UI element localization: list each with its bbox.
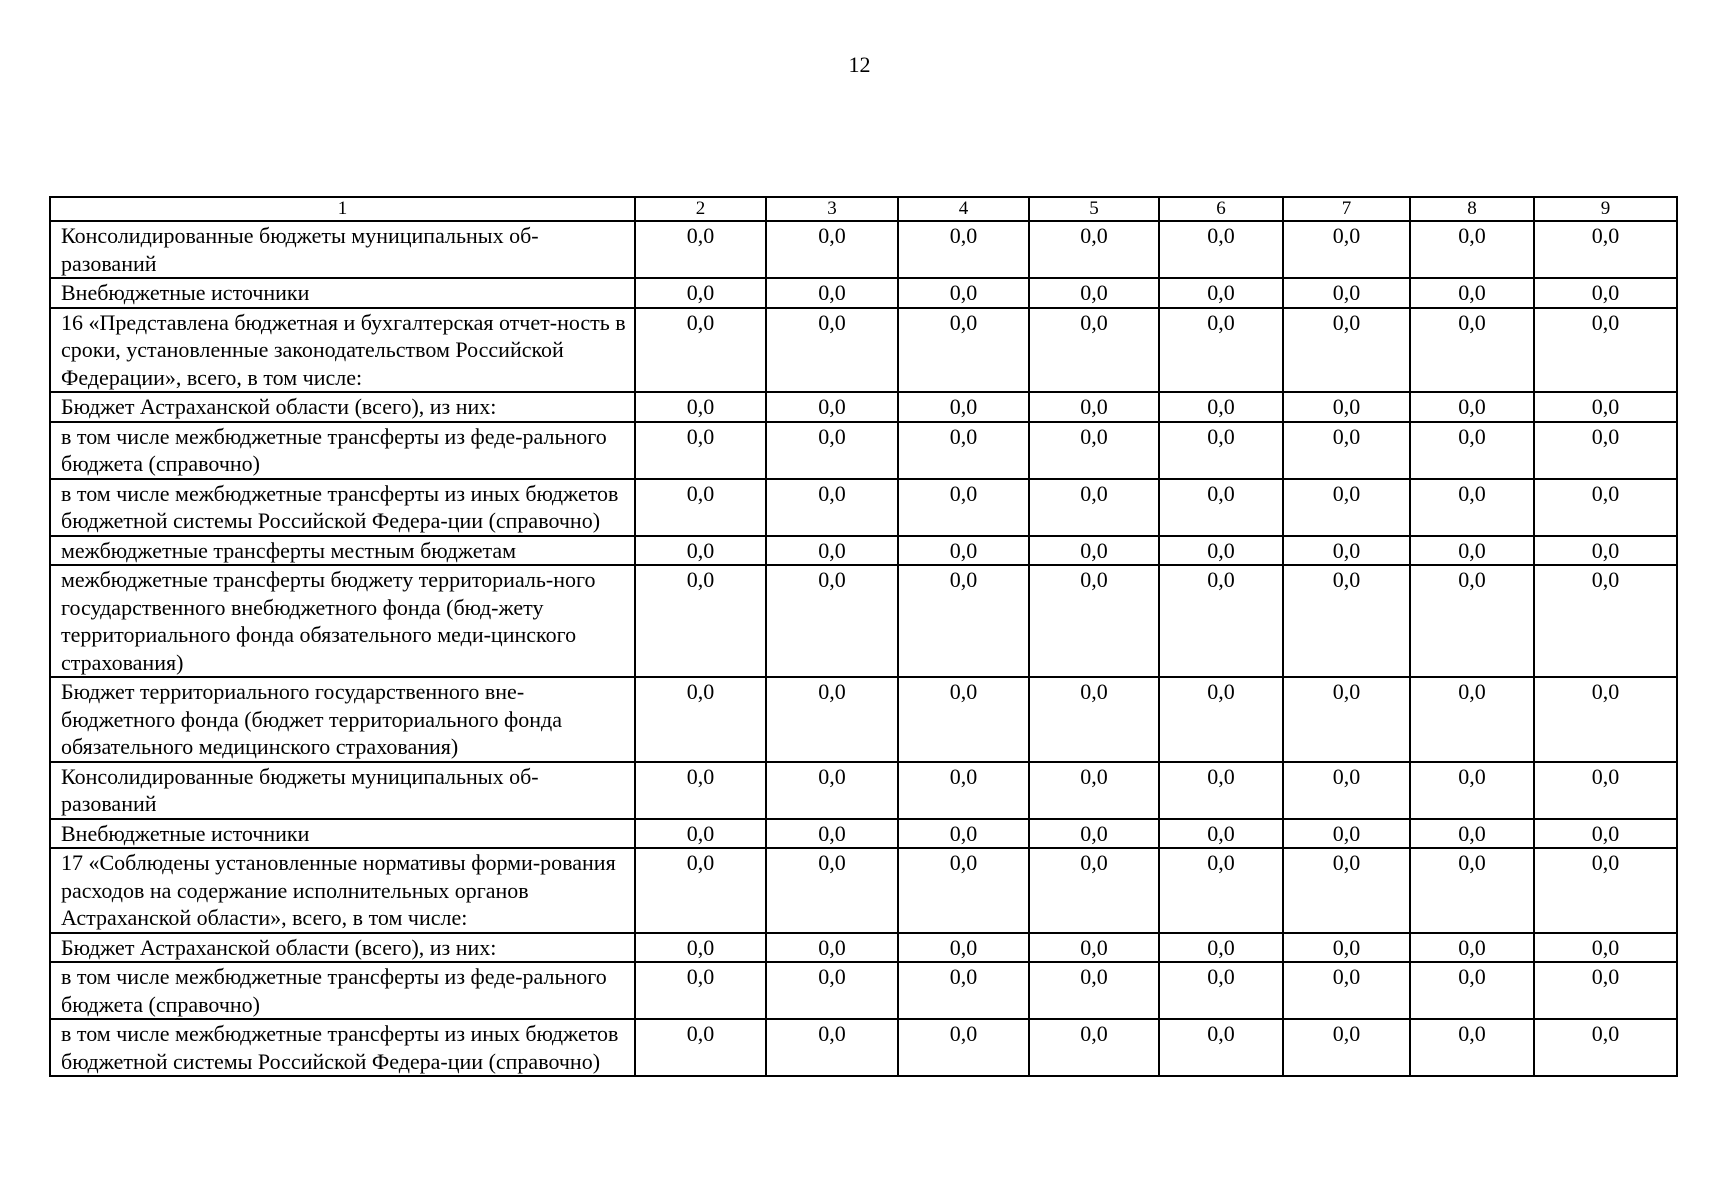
value-cell: 0,0 <box>898 962 1029 1019</box>
value-cell: 0,0 <box>1029 677 1159 762</box>
row-label: Внебюджетные источники <box>50 278 635 308</box>
value-cell: 0,0 <box>898 565 1029 677</box>
value-cell: 0,0 <box>1534 536 1677 566</box>
value-cell: 0,0 <box>1029 819 1159 849</box>
row-label: межбюджетные трансферты местным бюджетам <box>50 536 635 566</box>
value-cell: 0,0 <box>635 479 766 536</box>
value-cell: 0,0 <box>1410 308 1534 393</box>
row-label: Внебюджетные источники <box>50 819 635 849</box>
value-cell: 0,0 <box>1534 422 1677 479</box>
value-cell: 0,0 <box>1159 933 1283 963</box>
column-header: 7 <box>1283 197 1410 221</box>
value-cell: 0,0 <box>898 819 1029 849</box>
value-cell: 0,0 <box>1410 933 1534 963</box>
table-row <box>50 962 1677 1019</box>
table-row <box>50 422 1677 479</box>
budget-table <box>49 196 1678 1077</box>
value-cell: 0,0 <box>1159 1019 1283 1076</box>
value-cell: 0,0 <box>1534 1019 1677 1076</box>
value-cell: 0,0 <box>766 1019 898 1076</box>
value-cell: 0,0 <box>1029 848 1159 933</box>
row-label: межбюджетные трансферты бюджету территориаль-ного государственного внебюджетного фонда (бюд-жету территориального фонда обязательного меди-цинского страхования) <box>50 565 635 677</box>
value-cell: 0,0 <box>1159 308 1283 393</box>
value-cell: 0,0 <box>635 536 766 566</box>
value-cell: 0,0 <box>1029 565 1159 677</box>
table-row <box>50 677 1677 762</box>
value-cell: 0,0 <box>1410 962 1534 1019</box>
value-cell: 0,0 <box>635 1019 766 1076</box>
value-cell: 0,0 <box>1029 422 1159 479</box>
value-cell: 0,0 <box>1283 762 1410 819</box>
value-cell: 0,0 <box>1159 422 1283 479</box>
value-cell: 0,0 <box>1283 278 1410 308</box>
value-cell: 0,0 <box>1410 565 1534 677</box>
value-cell: 0,0 <box>1534 762 1677 819</box>
value-cell: 0,0 <box>1283 819 1410 849</box>
value-cell: 0,0 <box>1029 221 1159 278</box>
row-label: 16 «Представлена бюджетная и бухгалтерская отчет-ность в сроки, установленные законодательством Российской Федерации», всего, в том числе: <box>50 308 635 393</box>
value-cell: 0,0 <box>1159 762 1283 819</box>
value-cell: 0,0 <box>1534 933 1677 963</box>
value-cell: 0,0 <box>898 1019 1029 1076</box>
column-header: 4 <box>898 197 1029 221</box>
value-cell: 0,0 <box>1029 308 1159 393</box>
value-cell: 0,0 <box>1534 308 1677 393</box>
value-cell: 0,0 <box>898 221 1029 278</box>
value-cell: 0,0 <box>1534 221 1677 278</box>
value-cell: 0,0 <box>635 392 766 422</box>
value-cell: 0,0 <box>635 962 766 1019</box>
value-cell: 0,0 <box>898 392 1029 422</box>
value-cell: 0,0 <box>1029 933 1159 963</box>
value-cell: 0,0 <box>1283 565 1410 677</box>
row-label: Консолидированные бюджеты муниципальных об-разований <box>50 221 635 278</box>
value-cell: 0,0 <box>898 479 1029 536</box>
value-cell: 0,0 <box>1534 962 1677 1019</box>
value-cell: 0,0 <box>1410 392 1534 422</box>
value-cell: 0,0 <box>1410 1019 1534 1076</box>
value-cell: 0,0 <box>766 278 898 308</box>
value-cell: 0,0 <box>1283 479 1410 536</box>
value-cell: 0,0 <box>1159 536 1283 566</box>
header-row <box>50 197 1677 221</box>
value-cell: 0,0 <box>1410 422 1534 479</box>
value-cell: 0,0 <box>898 536 1029 566</box>
table-row <box>50 308 1677 393</box>
value-cell: 0,0 <box>898 677 1029 762</box>
value-cell: 0,0 <box>898 762 1029 819</box>
value-cell: 0,0 <box>766 933 898 963</box>
value-cell: 0,0 <box>898 308 1029 393</box>
value-cell: 0,0 <box>635 278 766 308</box>
row-label: Бюджет территориального государственного вне-бюджетного фонда (бюджет территориального фонда обязательного медицинского страхования) <box>50 677 635 762</box>
value-cell: 0,0 <box>635 819 766 849</box>
table-row <box>50 933 1677 963</box>
value-cell: 0,0 <box>766 565 898 677</box>
table-row <box>50 848 1677 933</box>
column-header: 1 <box>50 197 635 221</box>
table-row <box>50 479 1677 536</box>
page-number: 12 <box>848 52 871 77</box>
value-cell: 0,0 <box>1534 392 1677 422</box>
value-cell: 0,0 <box>766 962 898 1019</box>
value-cell: 0,0 <box>1534 565 1677 677</box>
value-cell: 0,0 <box>1029 479 1159 536</box>
value-cell: 0,0 <box>1534 479 1677 536</box>
value-cell: 0,0 <box>635 848 766 933</box>
table-row <box>50 536 1677 566</box>
row-label: в том числе межбюджетные трансферты из иных бюджетов бюджетной системы Российской Федера-ции (справочно) <box>50 479 635 536</box>
value-cell: 0,0 <box>1410 819 1534 849</box>
value-cell: 0,0 <box>766 422 898 479</box>
value-cell: 0,0 <box>766 848 898 933</box>
value-cell: 0,0 <box>1534 819 1677 849</box>
value-cell: 0,0 <box>898 848 1029 933</box>
value-cell: 0,0 <box>635 762 766 819</box>
value-cell: 0,0 <box>1534 848 1677 933</box>
value-cell: 0,0 <box>1283 848 1410 933</box>
table-row <box>50 392 1677 422</box>
value-cell: 0,0 <box>1029 1019 1159 1076</box>
value-cell: 0,0 <box>635 308 766 393</box>
value-cell: 0,0 <box>1159 819 1283 849</box>
column-header: 5 <box>1029 197 1159 221</box>
table-row <box>50 221 1677 278</box>
value-cell: 0,0 <box>1534 278 1677 308</box>
value-cell: 0,0 <box>1159 392 1283 422</box>
row-label: Бюджет Астраханской области (всего), из них: <box>50 933 635 963</box>
value-cell: 0,0 <box>1283 962 1410 1019</box>
table-row <box>50 762 1677 819</box>
value-cell: 0,0 <box>1159 677 1283 762</box>
value-cell: 0,0 <box>1283 536 1410 566</box>
value-cell: 0,0 <box>1029 762 1159 819</box>
row-label: в том числе межбюджетные трансферты из иных бюджетов бюджетной системы Российской Федера-ции (справочно) <box>50 1019 635 1076</box>
value-cell: 0,0 <box>1410 479 1534 536</box>
value-cell: 0,0 <box>1159 848 1283 933</box>
column-header: 9 <box>1534 197 1677 221</box>
value-cell: 0,0 <box>1159 278 1283 308</box>
value-cell: 0,0 <box>898 933 1029 963</box>
value-cell: 0,0 <box>1410 848 1534 933</box>
table-row <box>50 819 1677 849</box>
table-header <box>50 197 1677 221</box>
value-cell: 0,0 <box>1283 933 1410 963</box>
value-cell: 0,0 <box>766 762 898 819</box>
value-cell: 0,0 <box>1159 565 1283 677</box>
value-cell: 0,0 <box>766 479 898 536</box>
value-cell: 0,0 <box>635 221 766 278</box>
column-header: 2 <box>635 197 766 221</box>
value-cell: 0,0 <box>1029 962 1159 1019</box>
value-cell: 0,0 <box>1029 392 1159 422</box>
value-cell: 0,0 <box>766 677 898 762</box>
value-cell: 0,0 <box>1283 221 1410 278</box>
row-label: в том числе межбюджетные трансферты из феде-рального бюджета (справочно) <box>50 962 635 1019</box>
value-cell: 0,0 <box>1410 278 1534 308</box>
value-cell: 0,0 <box>1410 762 1534 819</box>
row-label: в том числе межбюджетные трансферты из феде-рального бюджета (справочно) <box>50 422 635 479</box>
value-cell: 0,0 <box>766 819 898 849</box>
value-cell: 0,0 <box>635 933 766 963</box>
value-cell: 0,0 <box>1159 479 1283 536</box>
value-cell: 0,0 <box>1283 422 1410 479</box>
value-cell: 0,0 <box>1159 962 1283 1019</box>
value-cell: 0,0 <box>766 392 898 422</box>
value-cell: 0,0 <box>1410 677 1534 762</box>
table-row <box>50 565 1677 677</box>
value-cell: 0,0 <box>898 278 1029 308</box>
column-header: 8 <box>1410 197 1534 221</box>
value-cell: 0,0 <box>1159 221 1283 278</box>
value-cell: 0,0 <box>1283 392 1410 422</box>
row-label: Бюджет Астраханской области (всего), из них: <box>50 392 635 422</box>
value-cell: 0,0 <box>1283 308 1410 393</box>
value-cell: 0,0 <box>1283 677 1410 762</box>
row-label: 17 «Соблюдены установленные нормативы форми-рования расходов на содержание исполнительных органов Астраханской области», всего, в том числе: <box>50 848 635 933</box>
column-header: 3 <box>766 197 898 221</box>
value-cell: 0,0 <box>898 422 1029 479</box>
table-row <box>50 1019 1677 1076</box>
table-body <box>50 221 1677 1076</box>
column-header: 6 <box>1159 197 1283 221</box>
value-cell: 0,0 <box>635 565 766 677</box>
value-cell: 0,0 <box>1410 221 1534 278</box>
value-cell: 0,0 <box>635 422 766 479</box>
value-cell: 0,0 <box>635 677 766 762</box>
value-cell: 0,0 <box>766 536 898 566</box>
value-cell: 0,0 <box>1029 278 1159 308</box>
table-row <box>50 278 1677 308</box>
value-cell: 0,0 <box>766 308 898 393</box>
value-cell: 0,0 <box>1029 536 1159 566</box>
value-cell: 0,0 <box>1283 1019 1410 1076</box>
row-label: Консолидированные бюджеты муниципальных об-разований <box>50 762 635 819</box>
value-cell: 0,0 <box>766 221 898 278</box>
value-cell: 0,0 <box>1534 677 1677 762</box>
value-cell: 0,0 <box>1410 536 1534 566</box>
